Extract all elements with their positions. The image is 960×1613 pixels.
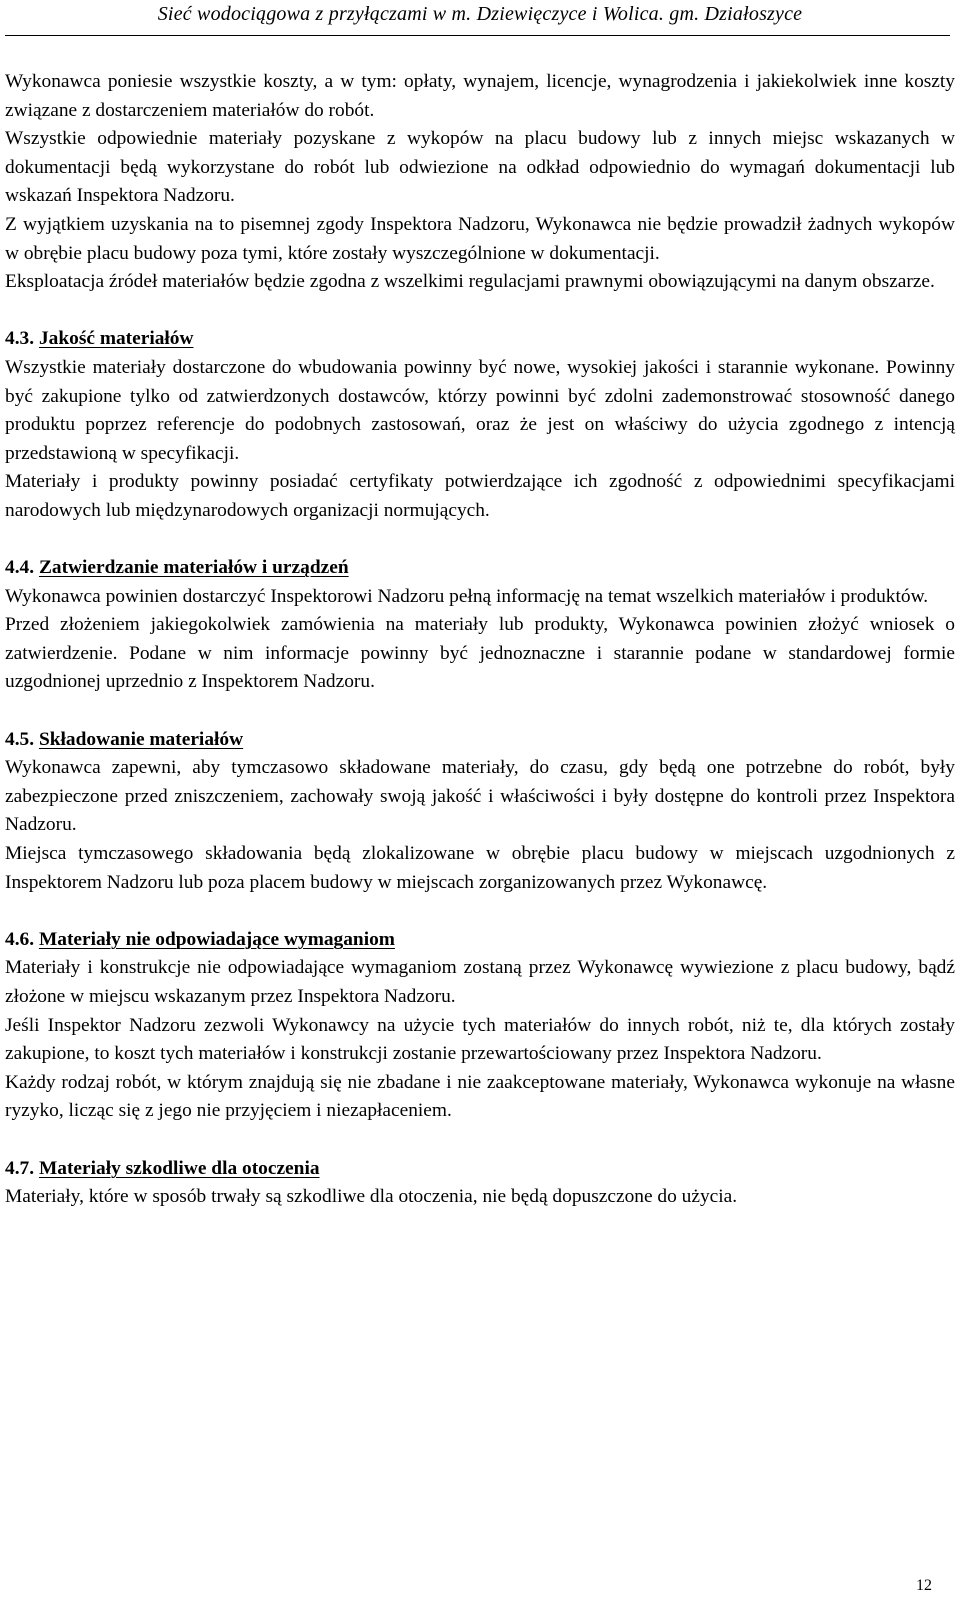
section-number: 4.3. bbox=[5, 328, 35, 350]
page-number: 12 bbox=[916, 1577, 932, 1594]
section-heading bbox=[5, 1155, 955, 1184]
section-heading bbox=[5, 554, 955, 583]
paragraph: Wszystkie odpowiednie materiały pozyskane z wykopów na placu budowy lub z innych miejsc wskazanych w dokumentacji będą wykorzystane do robót lub odwiezione na odkład odpowiednio do wymagań dokumentacji lub wskazań Inspektora Nadzoru. bbox=[5, 128, 955, 207]
paragraph: Wykonawca zapewni, aby tymczasowo składowane materiały, do czasu, gdy będą one potrzebne do robót, były zabezpieczone przed zniszczeniem, zachowały swoją jakość i właściwości i były dostępne do kontroli przez Inspektora Nadzoru. bbox=[5, 757, 955, 836]
section-4-4 bbox=[5, 554, 955, 697]
document-title: Sieć wodociągowa z przyłączami w m. Dziewięczyce i Wolica. gm. Działoszyce bbox=[157, 3, 803, 25]
paragraph: Wykonawca poniesie wszystkie koszty, a w tym: opłaty, wynajem, licencje, wynagrodzenia i jakiekolwiek inne koszty związane z dostarczeniem materiałów do robót. bbox=[5, 71, 955, 121]
header-rule bbox=[5, 35, 950, 36]
paragraph: Z wyjątkiem uzyskania na to pisemnej zgody Inspektora Nadzoru, Wykonawca nie będzie prowadził żadnych wykopów w obrębie placu budowy poza tymi, które zostały wyszczególnione w dokumentacji. bbox=[5, 213, 955, 264]
section-heading bbox=[5, 726, 955, 755]
section-4-3 bbox=[5, 325, 955, 525]
section-number: 4.4. bbox=[5, 557, 35, 579]
section-number: 4.5. bbox=[5, 728, 35, 750]
section-4-6 bbox=[5, 926, 955, 1126]
intro-block bbox=[5, 68, 955, 297]
paragraph: Materiały i konstrukcje nie odpowiadające wymaganiom zostaną przez Wykonawcę wywiezione z placu budowy, bądź złożone w miejscu wskazanym przez Inspektora Nadzoru. bbox=[5, 957, 955, 1007]
section-4-7 bbox=[5, 1155, 955, 1212]
paragraph: Miejsca tymczasowego składowania będą zlokalizowane w obrębie placu budowy w miejscach uzgodnionych z Inspektorem Nadzoru lub poza placem budowy w miejscach zorganizowanych przez Wykonawcę. bbox=[5, 843, 955, 893]
section-number: 4.7. bbox=[5, 1157, 35, 1179]
paragraph: Materiały i produkty powinny posiadać certyfikaty potwierdzające ich zgodność z odpowiednimi specyfikacjami narodowych lub międzynarodowych organizacji normujących. bbox=[5, 471, 955, 521]
page-header bbox=[0, 0, 960, 38]
paragraph: Przed złożeniem jakiegokolwiek zamówienia na materiały lub produkty, Wykonawca powinien złożyć wniosek o zatwierdzenie. Podane w nim informacje powinny być jednoznaczne i starannie podane w standardowej formie uzgodnionej uprzednio z Inspektorem Nadzoru. bbox=[5, 614, 955, 693]
section-4-5 bbox=[5, 726, 955, 898]
paragraph: Jeśli Inspektor Nadzoru zezwoli Wykonawcy na użycie tych materiałów do innych robót, niż te, dla których zostały zakupione, to koszt tych materiałów i konstrukcji zostanie przewartościowany przez Inspektora Nadzoru. bbox=[5, 1014, 955, 1065]
paragraph: Materiały, które w sposób trwały są szkodliwe dla otoczenia, nie będą dopuszczone do użycia. bbox=[5, 1186, 738, 1208]
paragraph: Wykonawca powinien dostarczyć Inspektorowi Nadzoru pełną informację na temat wszelkich materiałów i produktów. bbox=[5, 585, 929, 607]
section-title: Jakość materiałów bbox=[38, 328, 194, 350]
paragraph: Wszystkie materiały dostarczone do wbudowania powinny być nowe, wysokiej jakości i starannie wykonane. Powinny być zakupione tylko od zatwierdzonych dostawców, którzy powinni być zdolni zademonstrować stosowność danego produktu poprzez referencje do podobnych zastosowań, oraz że jest on właściwy do użycia zgodnego z intencją przedstawioną w specyfikacji. bbox=[5, 356, 955, 464]
section-title: Składowanie materiałów bbox=[38, 728, 244, 750]
paragraph: Każdy rodzaj robót, w którym znajdują się nie zbadane i nie zaakceptowane materiały, Wykonawca wykonuje na własne ryzyko, licząc się z jego nie przyjęciem i niezapłaceniem. bbox=[5, 1071, 955, 1122]
section-title: Materiały nie odpowiadające wymaganiom bbox=[38, 928, 395, 950]
document-body bbox=[5, 68, 955, 1212]
paragraph: Eksploatacja źródeł materiałów będzie zgodna z wszelkimi regulacjami prawnymi obowiązującymi na danym obszarze. bbox=[5, 271, 935, 293]
section-title: Materiały szkodliwe dla otoczenia bbox=[38, 1157, 320, 1179]
section-heading bbox=[5, 926, 955, 955]
section-heading bbox=[5, 325, 955, 354]
section-number: 4.6. bbox=[5, 928, 35, 950]
section-title: Zatwierdzanie materiałów i urządzeń bbox=[38, 557, 349, 579]
